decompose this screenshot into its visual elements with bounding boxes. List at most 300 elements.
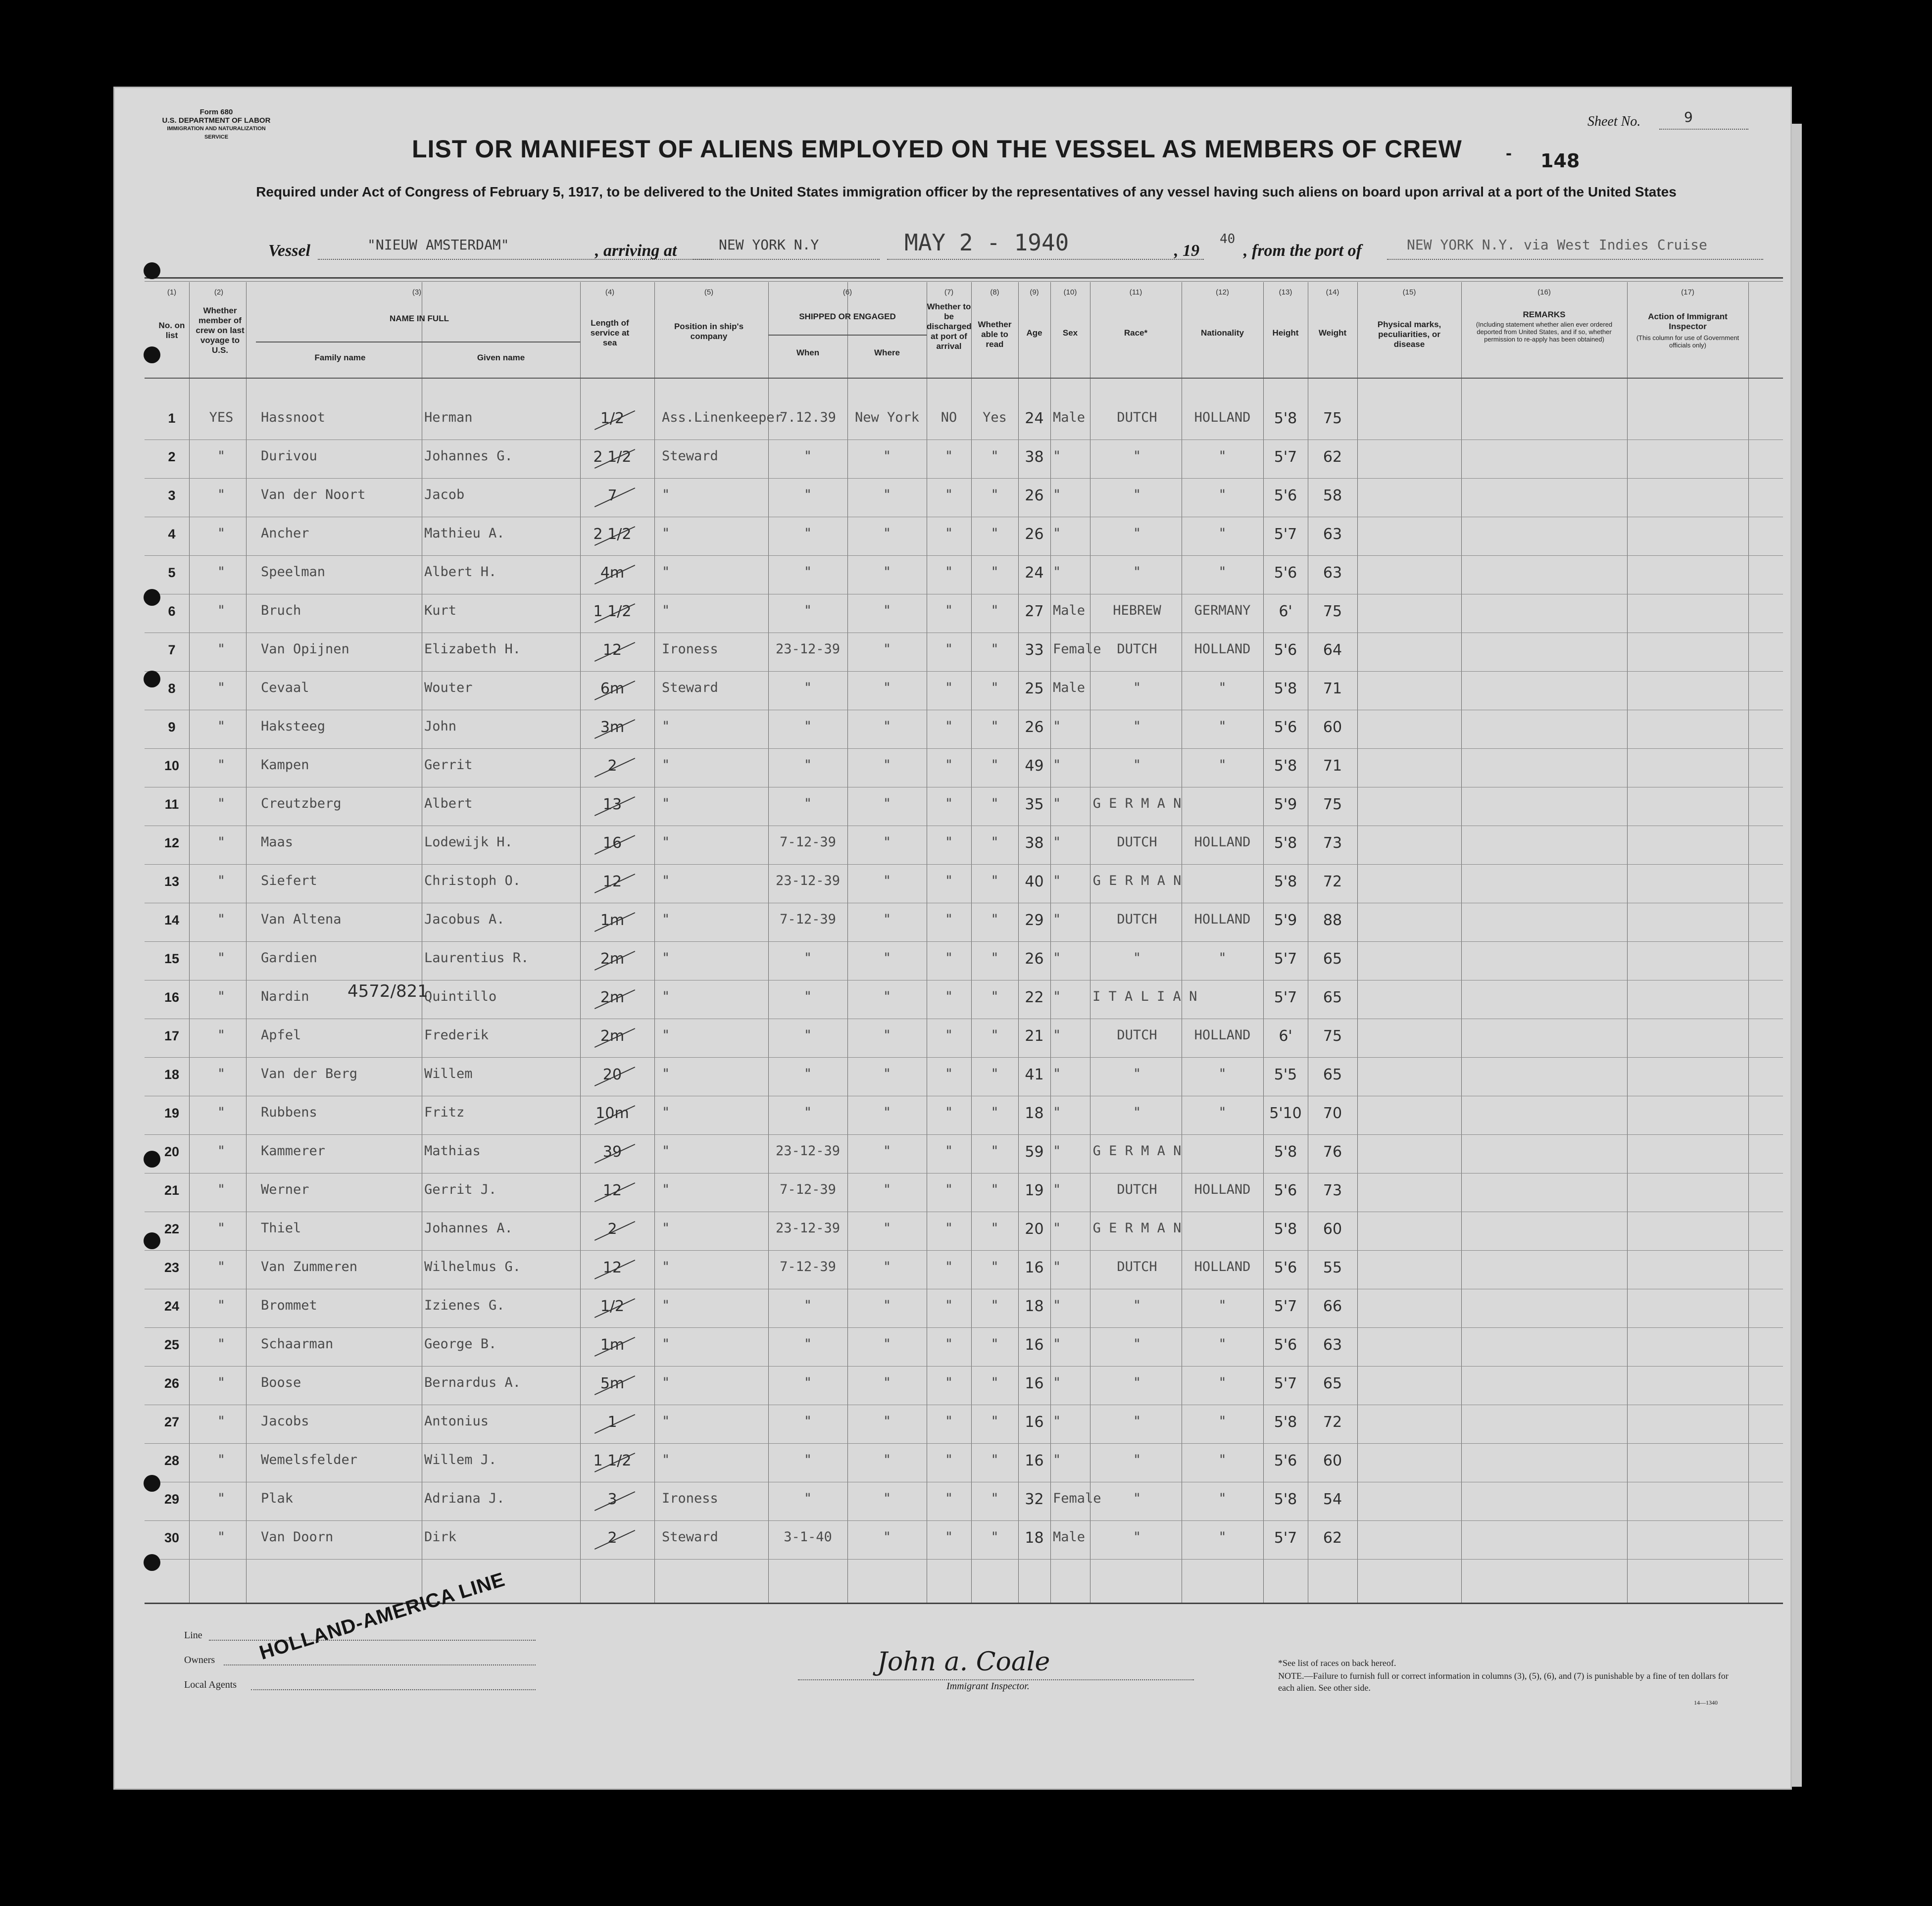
row-number: 3 [168, 488, 176, 503]
cell-race: DUTCH [1117, 1182, 1157, 1197]
row-rule [145, 1559, 1783, 1560]
row-rule [145, 748, 1783, 749]
cell-when: 3-1-40 [784, 1529, 832, 1545]
cell-given: Antonius [424, 1414, 489, 1429]
cell-position: Steward [662, 448, 718, 464]
cell-sex: " [1053, 1182, 1061, 1197]
row-number: 22 [164, 1222, 180, 1236]
cell-height: 5'10 [1269, 1105, 1302, 1122]
col-header-shipped: SHIPPED OR ENGAGED [799, 312, 896, 321]
cell-service: 4m [600, 564, 625, 582]
cell-discharge: " [944, 1298, 953, 1313]
cell-read: " [991, 1105, 999, 1120]
cell-discharge: " [944, 487, 953, 502]
cell-sex: " [1053, 1298, 1061, 1313]
cell-service: 12 [602, 873, 622, 890]
row-number: 8 [168, 681, 176, 696]
cell-given: Johannes A. [424, 1221, 513, 1236]
cell-race: " [1133, 1066, 1141, 1081]
cell-when: 23-12-39 [775, 873, 841, 888]
cell-crew: " [217, 1143, 226, 1159]
cell-service: 1/2 [600, 1298, 625, 1315]
cell-age: 27 [1025, 603, 1044, 620]
cell-weight: 63 [1323, 526, 1342, 543]
cell-age: 16 [1025, 1452, 1044, 1469]
cell-sex: " [1053, 1221, 1061, 1236]
cell-where: " [883, 757, 892, 773]
cell-service: 2 [607, 1529, 617, 1547]
cell-race: DUTCH [1117, 912, 1157, 927]
row-number: 13 [164, 874, 180, 889]
cell-height: 5'7 [1274, 526, 1297, 543]
cell-given: Kurt [424, 603, 457, 618]
cell-where: " [883, 1452, 892, 1467]
cell-service: 7 [607, 487, 617, 504]
cell-when: " [803, 680, 812, 695]
cell-nationality: HOLLAND [1194, 1027, 1251, 1043]
punch-hole [144, 262, 160, 279]
row-rule [145, 1327, 1783, 1328]
row-number: 21 [164, 1183, 180, 1198]
cell-weight: 65 [1323, 1375, 1342, 1392]
cell-age: 20 [1025, 1221, 1044, 1238]
cell-given: Mathias [424, 1143, 481, 1159]
row-number: 11 [164, 797, 179, 812]
cell-when: 7.12.39 [780, 410, 836, 425]
cell-race: " [1133, 564, 1141, 580]
cell-service: 2 1/2 [593, 526, 632, 543]
cell-sex: " [1053, 564, 1061, 580]
cell-read: " [991, 719, 999, 734]
cell-read: " [991, 487, 999, 502]
cell-position: " [662, 1298, 670, 1313]
cell-where: " [883, 564, 892, 580]
cell-read: " [991, 834, 999, 850]
col-header-family: Family name [314, 353, 366, 362]
cell-family: Apfel [261, 1027, 301, 1043]
cell-race: DUTCH [1117, 1027, 1157, 1043]
cell-weight: 72 [1323, 1414, 1342, 1431]
cell-nationality: " [1218, 1336, 1227, 1352]
cell-height: 5'6 [1274, 1259, 1297, 1276]
cell-height: 5'8 [1274, 410, 1297, 427]
cell-crew: " [217, 1336, 226, 1352]
cell-race: G E R M A N [1092, 796, 1182, 811]
cell-weight: 75 [1323, 410, 1342, 427]
print-code: 14—1340 [1694, 1699, 1718, 1706]
fine-note: NOTE.—Failure to furnish full or correct information in columns (3), (5), (6), and (7) is punishable by a fine of ten dollars for each alien. See other side. [1278, 1671, 1729, 1693]
cell-race: " [1133, 487, 1141, 502]
cell-race: " [1133, 680, 1141, 695]
cell-position: " [662, 564, 670, 580]
cell-position: " [662, 1182, 670, 1197]
colnum-4: (4) [605, 288, 615, 296]
col-header-discharge: Whether to be discharged at port of arrival [927, 302, 972, 351]
year-prefix: , 19 [1174, 242, 1199, 260]
cell-when: " [803, 719, 812, 734]
cell-family: Van Zummeren [261, 1259, 358, 1274]
cell-age: 24 [1025, 410, 1044, 427]
cell-sex: " [1053, 873, 1061, 888]
cell-weight: 71 [1323, 680, 1342, 697]
cell-crew: " [217, 912, 226, 927]
cell-race: " [1133, 757, 1141, 773]
cell-given: Mathieu A. [424, 526, 505, 541]
cell-position: " [662, 487, 670, 502]
cell-nationality: " [1218, 564, 1227, 580]
cell-where: " [883, 487, 892, 502]
col-header-service: Length of service at sea [590, 318, 630, 347]
cell-discharge: " [944, 1105, 953, 1120]
cell-crew: " [217, 1221, 226, 1236]
cell-height: 5'8 [1274, 1491, 1297, 1508]
cell-height: 5'6 [1274, 719, 1297, 736]
cell-discharge: " [944, 680, 953, 695]
colnum-6: (6) [842, 288, 852, 296]
cell-family: Van Altena [261, 912, 342, 927]
cell-discharge: " [944, 526, 953, 541]
cell-sex: " [1053, 1336, 1061, 1352]
cell-age: 22 [1025, 989, 1044, 1006]
cell-age: 33 [1025, 641, 1044, 659]
row-rule [145, 1443, 1783, 1444]
cell-nationality: " [1218, 1298, 1227, 1313]
cell-age: 32 [1025, 1491, 1044, 1508]
cell-crew: " [217, 1298, 226, 1313]
col-header-physical: Physical marks, peculiarities, or disease [1377, 320, 1441, 349]
footer-owners-label: Owners [184, 1655, 215, 1665]
cell-given: Wouter [424, 680, 473, 695]
cell-crew: " [217, 1182, 226, 1197]
cell-sex: Male [1053, 410, 1086, 425]
cell-race: DUTCH [1117, 834, 1157, 850]
cell-age: 41 [1025, 1066, 1044, 1083]
form-header [159, 108, 273, 142]
cell-nationality: HOLLAND [1194, 1259, 1251, 1274]
cell-discharge: " [944, 757, 953, 773]
row-number: 19 [164, 1106, 180, 1121]
cell-weight: 63 [1323, 1336, 1342, 1354]
table-top-rule-2 [145, 281, 1783, 282]
cell-age: 19 [1025, 1182, 1044, 1199]
cell-height: 5'7 [1274, 1529, 1297, 1547]
cell-given: Laurentius R. [424, 950, 529, 966]
cell-where: " [883, 950, 892, 966]
cell-where: " [883, 1414, 892, 1429]
col-header-nationality: Nationality [1201, 328, 1244, 338]
cell-age: 26 [1025, 526, 1044, 543]
cell-family: Kammerer [261, 1143, 326, 1159]
cell-where: " [883, 1066, 892, 1081]
cell-family: Van Opijnen [261, 641, 349, 657]
cell-height: 5'6 [1274, 641, 1297, 659]
cell-where: " [883, 1259, 892, 1274]
cell-service: 6m [600, 680, 625, 697]
cell-weight: 75 [1323, 1027, 1342, 1045]
row-number: 29 [164, 1492, 180, 1507]
colnum-10: (10) [1063, 288, 1077, 296]
cell-when: 7-12-39 [780, 834, 836, 850]
cell-given: Albert H. [424, 564, 497, 580]
row-number: 28 [164, 1453, 180, 1468]
cell-age: 24 [1025, 564, 1044, 582]
cell-where: " [883, 1027, 892, 1043]
cell-where: " [883, 448, 892, 464]
arriving-port: NEW YORK N.Y [719, 237, 819, 253]
cell-nationality: " [1218, 719, 1227, 734]
cell-age: 16 [1025, 1414, 1044, 1431]
cell-given: Quintillo [424, 989, 497, 1004]
cell-service: 2m [600, 1027, 625, 1045]
footer-owners-fill [224, 1664, 536, 1665]
year-suffix: 40 [1220, 232, 1236, 246]
col-header-weight: Weight [1318, 328, 1347, 338]
sheet-no-line [1659, 129, 1748, 130]
form-service: IMMIGRATION AND NATURALIZATION SERVICE [167, 126, 266, 140]
cell-given: Wilhelmus G. [424, 1259, 521, 1274]
cell-height: 5'9 [1274, 796, 1297, 813]
row-number: 7 [168, 642, 176, 657]
col-header-race: Race* [1124, 328, 1148, 338]
cell-sex: Female [1053, 641, 1101, 657]
cell-where: " [883, 912, 892, 927]
inspector-signature: John a. Coale [877, 1647, 1050, 1677]
cell-race: " [1133, 950, 1141, 966]
cell-service: 10m [595, 1105, 629, 1122]
cell-given: George B. [424, 1336, 497, 1352]
cell-family: Rubbens [261, 1105, 317, 1120]
cell-age: 18 [1025, 1105, 1044, 1122]
cell-when: " [803, 487, 812, 502]
cell-service: 1 1/2 [593, 1452, 632, 1469]
cell-crew: " [217, 1529, 226, 1545]
row-number: 26 [164, 1376, 180, 1391]
cell-position: " [662, 757, 670, 773]
col-header-action: Action of Immigrant Inspector [1648, 312, 1728, 331]
cell-weight: 73 [1323, 1182, 1342, 1199]
cell-height: 5'6 [1274, 1452, 1297, 1469]
col-header-crew: Whether member of crew on last voyage to U.S. [196, 306, 245, 355]
col-header-remarks-sub: (Including statement whether alien ever ordered deported from United States, and if so, whether permission to re-apply has been obtained) [1476, 321, 1613, 343]
family-note: 4572/821 [347, 981, 428, 1001]
cell-position: Ironess [662, 641, 718, 657]
cell-position: " [662, 1375, 670, 1390]
cell-crew: " [217, 950, 226, 966]
cell-given: Fritz [424, 1105, 465, 1120]
cell-height: 5'7 [1274, 1298, 1297, 1315]
cell-service: 16 [602, 834, 622, 852]
row-rule [145, 1520, 1783, 1521]
arriving-line [692, 259, 880, 260]
cell-age: 38 [1025, 448, 1044, 466]
cell-sex: " [1053, 757, 1061, 773]
cell-weight: 73 [1323, 834, 1342, 852]
cell-position: Ironess [662, 1491, 718, 1506]
cell-weight: 88 [1323, 912, 1342, 929]
cell-read: " [991, 1027, 999, 1043]
cell-sex: " [1053, 487, 1061, 502]
cell-when: 23-12-39 [775, 641, 841, 657]
cell-sex: " [1053, 1143, 1061, 1159]
cell-discharge: " [944, 1259, 953, 1274]
cell-given: Dirk [424, 1529, 457, 1545]
cell-race: DUTCH [1117, 410, 1157, 425]
col-header-height: Height [1272, 328, 1299, 338]
cell-service: 39 [602, 1143, 622, 1161]
cell-position: " [662, 526, 670, 541]
cell-crew: " [217, 1066, 226, 1081]
cell-position: Steward [662, 1529, 718, 1545]
cell-height: 5'8 [1274, 757, 1297, 775]
from-port: NEW YORK N.Y. via West Indies Cruise [1407, 237, 1707, 253]
footer-agents-fill [251, 1689, 536, 1690]
form-number: Form 680 [199, 108, 233, 116]
cell-height: 5'7 [1274, 1375, 1297, 1392]
cell-nationality: " [1218, 1105, 1227, 1120]
inspector-label: Immigrant Inspector. [946, 1681, 1030, 1692]
cell-where: " [883, 526, 892, 541]
colnum-12: (12) [1216, 288, 1229, 296]
cell-age: 38 [1025, 834, 1044, 852]
cell-when: " [803, 1105, 812, 1120]
cell-family: Wemelsfelder [261, 1452, 358, 1467]
cell-discharge: " [944, 1414, 953, 1429]
cell-discharge: NO [941, 410, 957, 425]
cell-age: 49 [1025, 757, 1044, 775]
cell-read: " [991, 448, 999, 464]
cell-discharge: " [944, 603, 953, 618]
cell-sex: " [1053, 1066, 1061, 1081]
cell-where: " [883, 680, 892, 695]
col-header-remarks: REMARKS [1523, 310, 1566, 319]
table-top-rule [145, 277, 1783, 279]
cell-when: " [803, 1414, 812, 1429]
col-header-name: NAME IN FULL [390, 314, 449, 323]
cell-read: " [991, 1182, 999, 1197]
cell-read: Yes [983, 410, 1007, 425]
row-number: 24 [164, 1299, 180, 1314]
arriving-label: , arriving at [595, 242, 677, 260]
cell-weight: 65 [1323, 950, 1342, 968]
cell-given: Johannes G. [424, 448, 513, 464]
cell-height: 5'7 [1274, 448, 1297, 466]
cell-family: Durivou [261, 448, 317, 464]
cell-family: Ancher [261, 526, 309, 541]
cell-discharge: " [944, 719, 953, 734]
cell-read: " [991, 1298, 999, 1313]
row-rule [145, 555, 1783, 556]
cell-race: G E R M A N [1092, 873, 1182, 888]
cell-sex: " [1053, 834, 1061, 850]
row-number: 6 [168, 604, 176, 619]
cell-where: " [883, 1221, 892, 1236]
cell-discharge: " [944, 1452, 953, 1467]
colnum-14: (14) [1326, 288, 1339, 296]
cell-given: Adriana J. [424, 1491, 505, 1506]
cell-service: 1 [607, 1414, 617, 1431]
cell-family: Hassnoot [261, 410, 326, 425]
cell-where: " [883, 1529, 892, 1545]
cell-position: " [662, 1259, 670, 1274]
cell-given: Elizabeth H. [424, 641, 521, 657]
row-rule [145, 941, 1783, 942]
cell-weight: 72 [1323, 873, 1342, 890]
row-number: 20 [164, 1144, 180, 1159]
cell-family: Werner [261, 1182, 309, 1197]
cell-nationality: " [1218, 1452, 1227, 1467]
shipped-split-rule [768, 335, 927, 336]
cell-discharge: " [944, 1143, 953, 1159]
row-rule [145, 1366, 1783, 1367]
cell-when: " [803, 1491, 812, 1506]
cell-given: John [424, 719, 457, 734]
cell-when: " [803, 1027, 812, 1043]
row-number: 18 [164, 1067, 180, 1082]
cell-read: " [991, 1375, 999, 1390]
cell-nationality: " [1218, 950, 1227, 966]
row-number: 10 [164, 758, 180, 773]
cell-read: " [991, 1259, 999, 1274]
cell-family: Bruch [261, 603, 301, 618]
col-header-when: When [796, 348, 820, 357]
cell-family: Van Doorn [261, 1529, 334, 1545]
cell-given: Willem J. [424, 1452, 497, 1467]
cell-weight: 54 [1323, 1491, 1342, 1508]
cell-read: " [991, 950, 999, 966]
cell-service: 2m [600, 989, 625, 1006]
cell-when: " [803, 1066, 812, 1081]
row-number: 14 [164, 913, 180, 928]
cell-height: 5'9 [1274, 912, 1297, 929]
colnum-15: (15) [1402, 288, 1416, 296]
cell-age: 26 [1025, 487, 1044, 504]
cell-read: " [991, 989, 999, 1004]
cell-where: " [883, 1336, 892, 1352]
cell-where: " [883, 719, 892, 734]
cell-discharge: " [944, 1066, 953, 1081]
cell-height: 5'8 [1274, 1221, 1297, 1238]
date-line [887, 259, 1204, 260]
holland-america-stamp: HOLLAND-AMERICA LINE [256, 1568, 508, 1664]
cell-position: " [662, 873, 670, 888]
sheet-no-label: Sheet No. [1587, 114, 1641, 129]
cell-family: Creutzberg [261, 796, 342, 811]
row-number: 25 [164, 1337, 180, 1352]
cell-age: 16 [1025, 1336, 1044, 1354]
cell-position: " [662, 1105, 670, 1120]
cell-given: Willem [424, 1066, 473, 1081]
cell-race: " [1133, 1336, 1141, 1352]
cell-crew: " [217, 1491, 226, 1506]
col-header-read: Whether able to read [978, 320, 1012, 349]
cell-service: 3 [607, 1491, 617, 1508]
cell-height: 5'6 [1274, 1182, 1297, 1199]
cell-race: " [1133, 1491, 1141, 1506]
cell-position: " [662, 796, 670, 811]
cell-age: 21 [1025, 1027, 1044, 1045]
cell-weight: 71 [1323, 757, 1342, 775]
cell-when: " [803, 564, 812, 580]
cell-age: 25 [1025, 680, 1044, 697]
cell-race: " [1133, 448, 1141, 464]
cell-given: Christoph O. [424, 873, 521, 888]
cell-age: 26 [1025, 719, 1044, 736]
cell-race: G E R M A N [1092, 1143, 1182, 1159]
cell-discharge: " [944, 1182, 953, 1197]
cell-where: " [883, 1105, 892, 1120]
cell-height: 5'7 [1274, 950, 1297, 968]
cell-sex: " [1053, 796, 1061, 811]
